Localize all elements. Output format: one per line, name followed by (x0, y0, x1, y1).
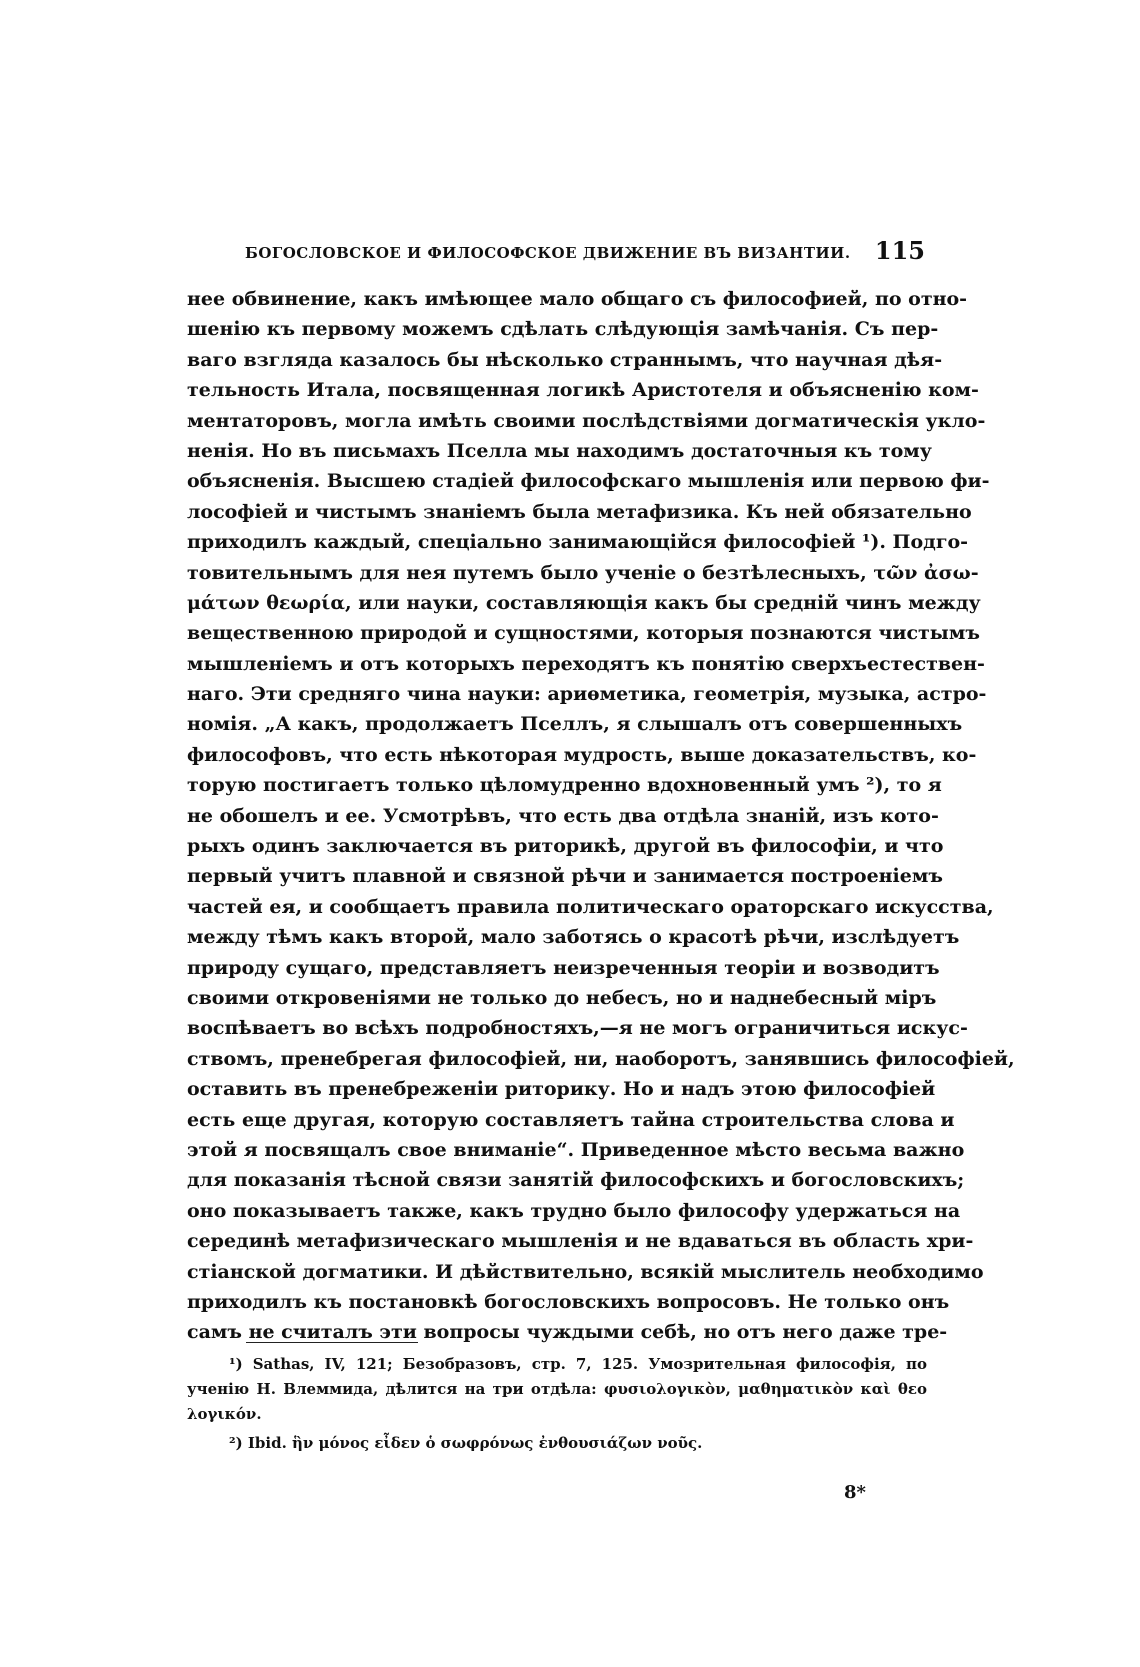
text-line: приходилъ каждый, спеціально занимающійся философіей ¹). Подго- (187, 531, 969, 554)
footnote-rule (246, 1342, 418, 1343)
text-line: номія. „А какъ, продолжаетъ Пселлъ, я слышалъ отъ совершенныхъ (187, 713, 963, 736)
footnotes (187, 1352, 927, 1456)
footnote-2: ²) Ibid. ἣν μόνος εἶδεν ὁ σωφρόνως ἐνθουσιάζων νοῦς. (229, 1434, 703, 1452)
text-line: частей ея, и сообщаетъ правила политическаго ораторскаго искусства, (187, 895, 994, 918)
text-line: приходилъ къ постановкѣ богословскихъ вопросовъ. Не только онъ (187, 1290, 950, 1313)
text-line: ствомъ, пренебрегая философіей, ни, наоборотъ, занявшись философіей, (187, 1047, 1015, 1070)
text-line: своими откровеніями не только до небесъ, но и наднебесный міръ (187, 986, 937, 1009)
text-line: философовъ, что есть нѣкоторая мудрость, выше доказательствъ, ко- (187, 743, 977, 766)
text-line: лософіей и чистымъ знаніемъ была метафизика. Къ ней обязательно (187, 500, 972, 523)
signature-mark: 8* (844, 1482, 866, 1503)
text-line: этой я посвящалъ свое вниманіе“. Приведенное мѣсто весьма важно (187, 1138, 965, 1161)
text-line: для показанія тѣсной связи занятій философскихъ и богословскихъ; (187, 1169, 965, 1192)
text-line: объясненія. Высшею стадіей философскаго мышленія или первою фи- (187, 470, 990, 493)
text-line: μάτων θεωρία, или науки, составляющія какъ бы средній чинъ между (187, 591, 981, 614)
text-line: самъ не считалъ эти вопросы чуждыми себѣ, но отъ него даже тре- (187, 1321, 948, 1344)
text-line: природу сущаго, представляетъ неизреченныя теоріи и возводитъ (187, 956, 940, 979)
text-line: шенію къ первому можемъ сдѣлать слѣдующія замѣчанія. Съ пер- (187, 318, 939, 341)
text-line: между тѣмъ какъ второй, мало заботясь о красотѣ рѣчи, изслѣдуетъ (187, 926, 960, 949)
text-line: не обошелъ и ее. Усмотрѣвъ, что есть два отдѣла знаній, изъ кото- (187, 804, 939, 827)
text-line: оставить въ пренебреженіи риторику. Но и надъ этою философіей (187, 1078, 936, 1101)
footnote-1-line-2: ученію Н. Влеммида, дѣлится на три отдѣла: φυσιολογικὸν, μαθηματικὸν καὶ θεο (187, 1380, 927, 1398)
text-line: стіанской догматики. И дѣйствительно, всякій мыслитель необходимо (187, 1260, 984, 1283)
text-line: тельность Итала, посвященная логикѣ Аристотеля и объясненію ком- (187, 379, 979, 402)
text-line: нее обвинение, какъ имѣющее мало общаго съ философией, по отно- (187, 288, 968, 310)
text-line: рыхъ одинъ заключается въ риторикѣ, другой въ философіи, и что (187, 835, 944, 858)
text-line: есть еще другая, которую составляетъ тайна строительства слова и (187, 1108, 955, 1131)
text-line: торую постигаетъ только цѣломудренно вдохновенный умъ ²), то я (187, 774, 942, 797)
text-line: оно показываетъ также, какъ трудно было философу удержаться на (187, 1199, 961, 1222)
text-line: наго. Эти средняго чина науки: ариѳметика, геометрія, музыка, астро- (187, 683, 987, 706)
text-line: ненія. Но въ письмахъ Пселла мы находимъ достаточныя къ тому (187, 439, 932, 462)
footnote-1-line-1: ¹) Sathas, IV, 121; Безобразовъ, стр. 7, 125. Умозрительная философія, по (229, 1355, 927, 1373)
text-line: первый учитъ плавной и связной рѣчи и занимается построеніемъ (187, 865, 943, 888)
running-head (245, 236, 925, 268)
running-title: БОГОСЛОВСКОЕ И ФИЛОСОФСКОЕ ДВИЖЕНИЕ ВЪ ВИЗАНТИИ. (245, 244, 851, 262)
text-line: воспѣваетъ во всѣхъ подробностяхъ,—я не могъ ограничиться искус- (187, 1017, 968, 1040)
text-line: товительнымъ для нея путемъ было ученіе о безтѣлесныхъ, τῶν ἀσω- (187, 561, 979, 584)
page-number: 115 (874, 236, 925, 265)
text-line: ментаторовъ, могла имѣть своими послѣдствіями догматическія укло- (187, 409, 986, 432)
text-line: серединѣ метафизическаго мышленія и не вдаваться въ область хри- (187, 1230, 974, 1253)
text-line: вещественною природой и сущностями, которыя познаются чистымъ (187, 622, 980, 645)
body-text (187, 284, 1015, 1348)
footnote-1-line-3: λογικόν. (187, 1405, 262, 1423)
text-line: ваго взгляда казалось бы нѣсколько страннымъ, что научная дѣя- (187, 348, 943, 371)
text-line: мышленіемъ и отъ которыхъ переходятъ къ понятію сверхъестествен- (187, 652, 985, 675)
